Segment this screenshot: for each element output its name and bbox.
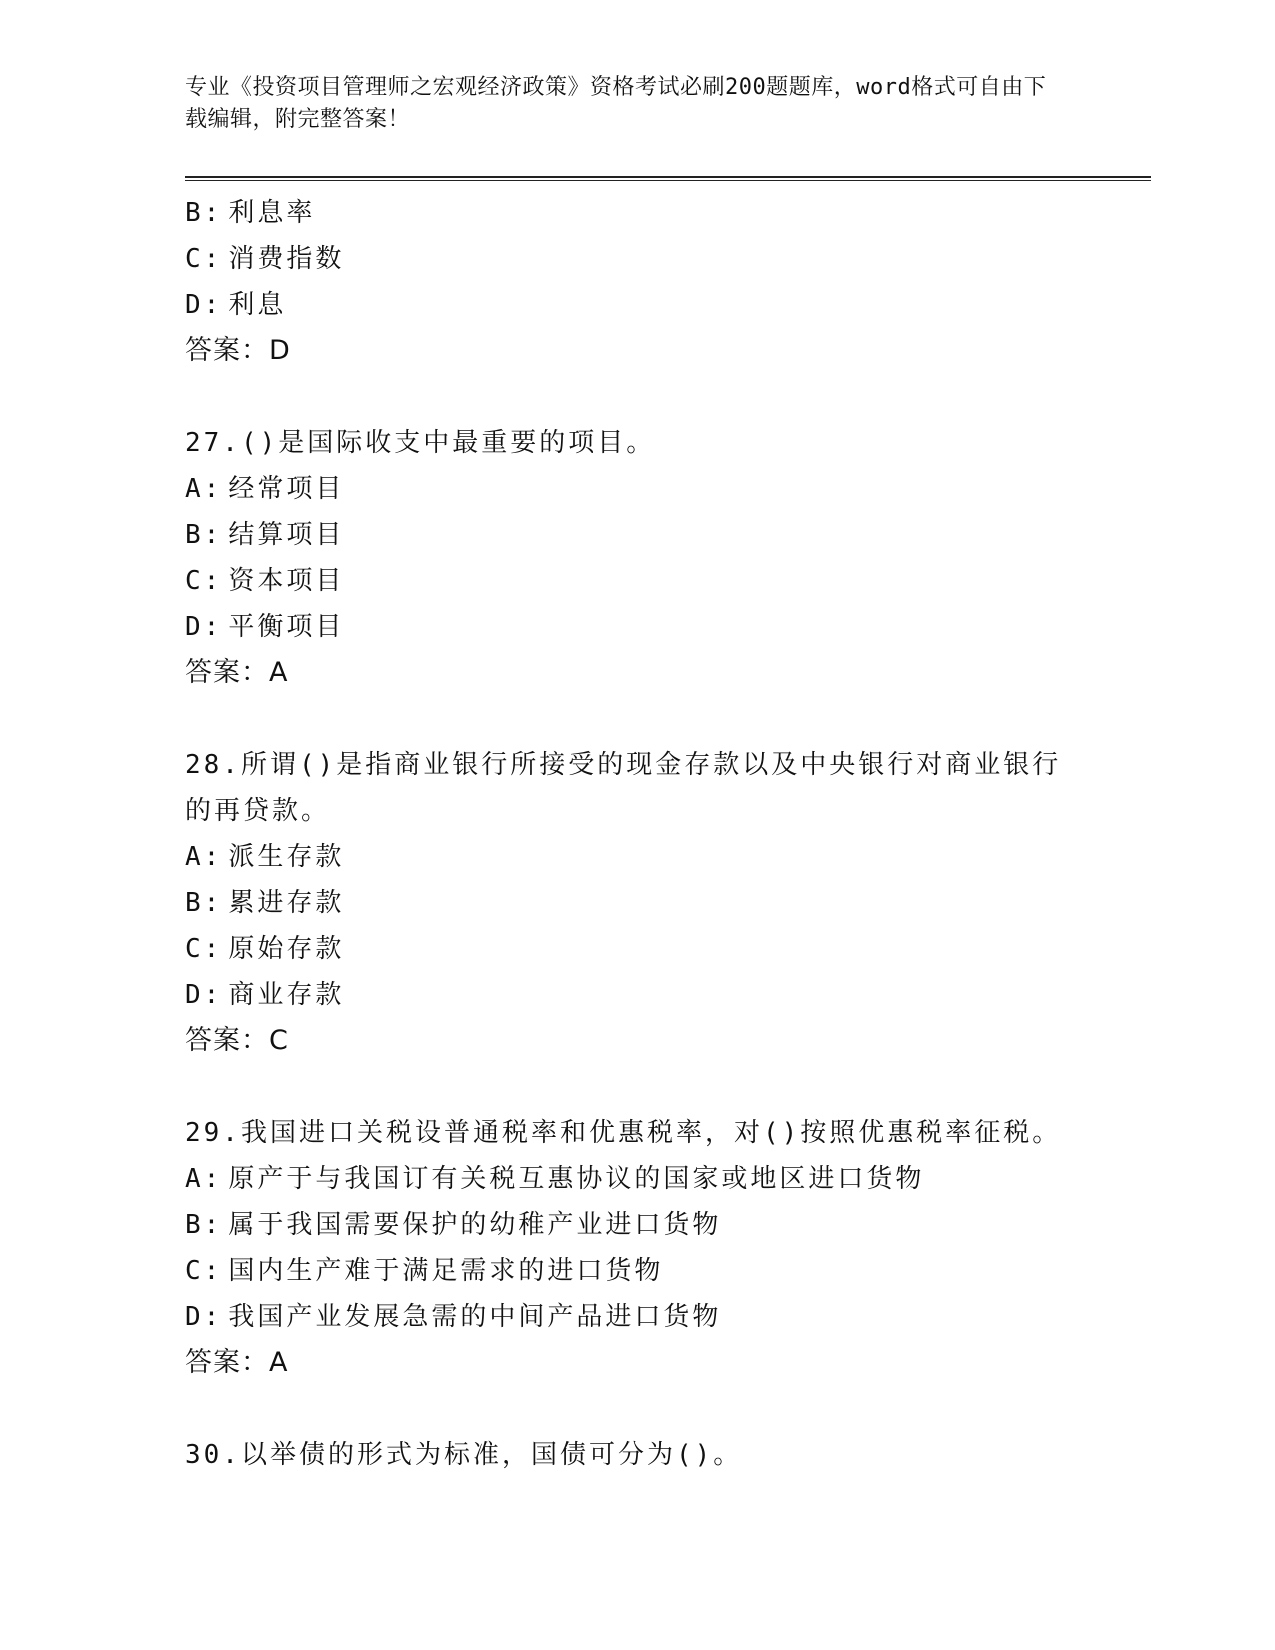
option-label: B: xyxy=(185,1210,223,1240)
option-text: 累进存款 xyxy=(228,888,345,918)
option-label: C: xyxy=(185,244,223,274)
question-30 xyxy=(185,1432,1085,1478)
option-c xyxy=(185,926,1085,972)
option-text: 国内生产难于满足需求的进口货物 xyxy=(228,1256,664,1286)
option-label: C: xyxy=(185,566,223,596)
option-label: D: xyxy=(185,612,223,642)
option-label: B: xyxy=(185,198,223,228)
option-a xyxy=(185,834,1085,880)
option-label: C: xyxy=(185,934,223,964)
option-text: 消费指数 xyxy=(228,244,345,274)
option-text: 利息率 xyxy=(228,198,316,228)
question-29 xyxy=(185,1110,1085,1386)
option-label: B: xyxy=(185,520,223,550)
option-c xyxy=(185,558,1085,604)
option-label: D: xyxy=(185,980,223,1010)
question-list xyxy=(185,190,1085,1478)
option-text: 资本项目 xyxy=(228,566,345,596)
option-a xyxy=(185,466,1085,512)
spacer xyxy=(185,374,1085,420)
answer: 答案：C xyxy=(185,1025,289,1056)
answer: 答案：A xyxy=(185,1347,289,1378)
option-label: A: xyxy=(185,1164,223,1194)
option-c xyxy=(185,1248,1085,1294)
option-label: A: xyxy=(185,474,223,504)
option-b xyxy=(185,880,1085,926)
answer: 答案：A xyxy=(185,657,289,688)
spacer xyxy=(185,1386,1085,1432)
option-text: 平衡项目 xyxy=(228,612,345,642)
option-text: 利息 xyxy=(228,290,287,320)
option-b xyxy=(185,512,1085,558)
option-text: 我国产业发展急需的中间产品进口货物 xyxy=(228,1302,722,1332)
option-d xyxy=(185,604,1085,650)
question-stem: 29.我国进口关税设普通税率和优惠税率，对()按照优惠税率征税。 xyxy=(185,1118,1062,1148)
question-26-continued xyxy=(185,190,1085,374)
spacer xyxy=(185,696,1085,742)
option-text: 属于我国需要保护的幼稚产业进口货物 xyxy=(228,1210,722,1240)
option-label: C: xyxy=(185,1256,223,1286)
question-27 xyxy=(185,420,1085,696)
option-c xyxy=(185,236,1085,282)
option-label: D: xyxy=(185,290,223,320)
option-text: 派生存款 xyxy=(228,842,345,872)
option-b xyxy=(185,1202,1085,1248)
option-text: 原产于与我国订有关税互惠协议的国家或地区进口货物 xyxy=(228,1164,925,1194)
question-stem: 28.所谓()是指商业银行所接受的现金存款以及中央银行对商业银行的再贷款。 xyxy=(185,750,1062,826)
answer: 答案：D xyxy=(185,335,291,366)
question-stem: 30.以举债的形式为标准，国债可分为()。 xyxy=(185,1440,743,1470)
option-b xyxy=(185,190,1085,236)
option-text: 原始存款 xyxy=(228,934,345,964)
option-text: 商业存款 xyxy=(228,980,345,1010)
option-text: 经常项目 xyxy=(228,474,345,504)
question-28 xyxy=(185,742,1085,1064)
option-a xyxy=(185,1156,1085,1202)
header-divider xyxy=(185,176,1151,181)
option-text: 结算项目 xyxy=(228,520,345,550)
option-label: A: xyxy=(185,842,223,872)
option-d xyxy=(185,282,1085,328)
option-d xyxy=(185,1294,1085,1340)
option-label: B: xyxy=(185,888,223,918)
spacer xyxy=(185,1064,1085,1110)
option-d xyxy=(185,972,1085,1018)
option-label: D: xyxy=(185,1302,223,1332)
question-stem: 27.()是国际收支中最重要的项目。 xyxy=(185,428,656,458)
page-header: 专业《投资项目管理师之宏观经济政策》资格考试必刷200题题库，word格式可自由下载编辑，附完整答案！ xyxy=(185,75,1047,132)
